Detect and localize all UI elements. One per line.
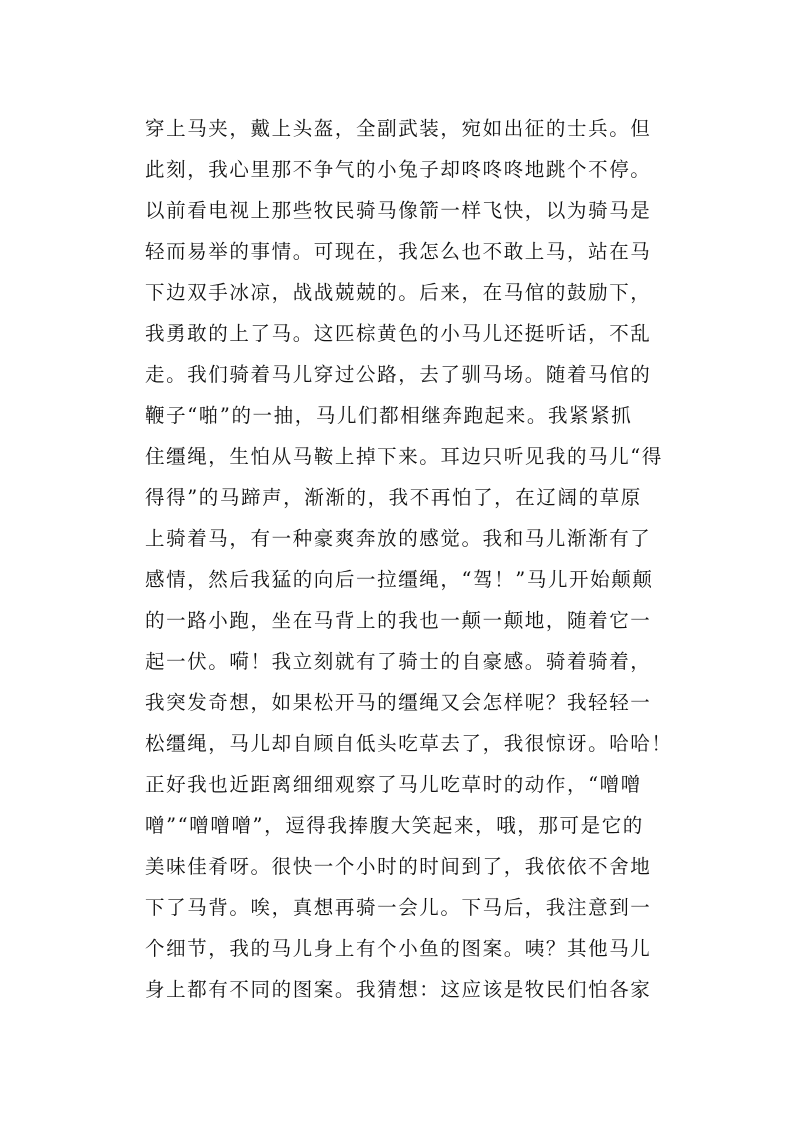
text-line: 此刻，我心里那不争气的小兔子却咚咚咚地跳个不停。	[145, 158, 652, 181]
text-line: 穿上马夹，戴上头盔，全副武装，宛如出征的士兵。但	[145, 117, 652, 140]
text-line: 正好我也近距离细细观察了马儿吃草时的动作，“噌噌	[145, 773, 642, 796]
text-line: 个细节，我的马儿身上有个小鱼的图案。咦？其他马儿	[145, 937, 652, 960]
text-line: 以前看电视上那些牧民骑马像箭一样飞快，以为骑马是	[145, 199, 652, 222]
text-line: 下了马背。唉，真想再骑一会儿。下马后，我注意到一	[145, 896, 652, 919]
text-line: 上骑着马，有一种豪爽奔放的感觉。我和马儿渐渐有了	[145, 527, 652, 550]
text-line: 得得”的马蹄声，渐渐的，我不再怕了，在辽阔的草原	[145, 486, 642, 509]
text-line: 身上都有不同的图案。我猜想：这应该是牧民们怕各家	[145, 978, 652, 1001]
text-line: 美味佳肴呀。很快一个小时的时间到了，我依依不舍地	[145, 855, 652, 878]
text-line: 我勇敢的上了马。这匹棕黄色的小马儿还挺听话，不乱	[145, 322, 652, 345]
text-line: 轻而易举的事情。可现在，我怎么也不敢上马，站在马	[145, 240, 652, 263]
body-text	[145, 108, 673, 1010]
text-line: 走。我们骑着马儿穿过公路，去了驯马场。随着马倌的	[145, 363, 652, 386]
text-line: 起一伏。嗬！我立刻就有了骑士的自豪感。骑着骑着，	[145, 650, 652, 673]
text-line: 松缰绳，马儿却自顾自低头吃草去了，我很惊讶。哈哈！	[145, 732, 673, 755]
text-line: 的一路小跑，坐在马背上的我也一颠一颠地，随着它一	[145, 609, 652, 632]
text-line: 住缰绳，生怕从马鞍上掉下来。耳边只听见我的马儿“得	[145, 445, 663, 468]
text-line: 噌”“噌噌噌”，逗得我捧腹大笑起来，哦，那可是它的	[145, 814, 644, 837]
text-line: 我突发奇想，如果松开马的缰绳又会怎样呢？我轻轻一	[145, 691, 652, 714]
text-line: 鞭子“啪”的一抽，马儿们都相继奔跑起来。我紧紧抓	[145, 404, 633, 427]
text-line: 感情，然后我猛的向后一拉缰绳，“驾！”马儿开始颠颠	[145, 568, 654, 591]
text-line: 下边双手冰凉，战战兢兢的。后来，在马倌的鼓励下，	[145, 281, 652, 304]
